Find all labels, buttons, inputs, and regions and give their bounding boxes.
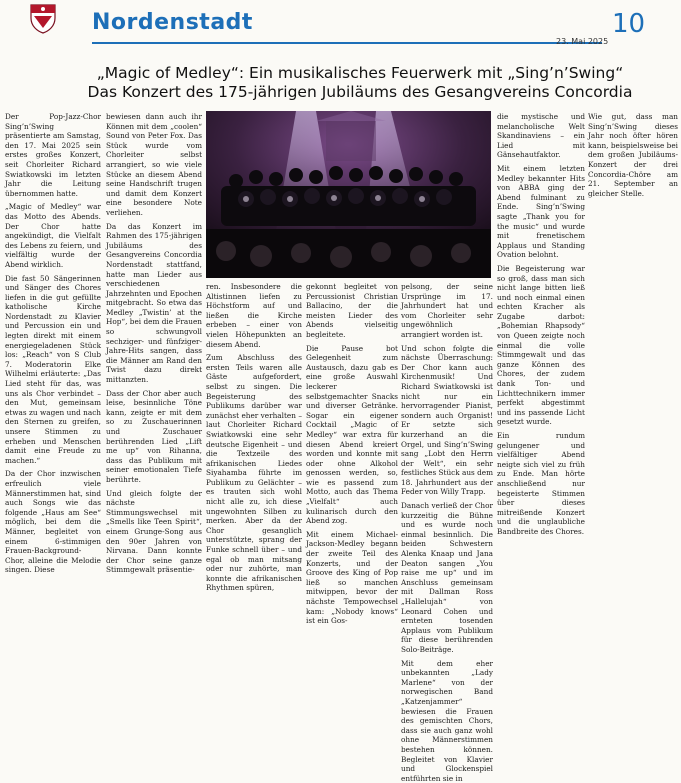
article-column-7 — [588, 112, 678, 430]
page-number: 10 — [612, 9, 646, 39]
paragraph: Wie gut, dass man Sing’n’Swing dieses Jahr noch öfter hören kann, beispielsweise bei dem großen Jubiläums-Konzert der drei Concordia-Chöre am 21. September an gleicher Stelle. — [588, 112, 678, 198]
article-column-1 — [5, 112, 101, 575]
coat-of-arms-icon — [30, 4, 56, 34]
headline-line-2: Das Konzert des 175-jährigen Jubiläums des Gesangvereins Concordia — [87, 83, 633, 101]
paragraph: Mit dem eher unbekannten „Lady Marlene“ von der norwegischen Band „Katzenjammer“ bewiesen die Frauen des gemischten Chors, dass sie auch ganz wohl ohne Männerstimmen bestehen können. Begleitet von Klavier und Glockenspiel entführten sie in — [401, 658, 493, 783]
article-column-2 — [106, 112, 202, 575]
article-column-5 — [401, 282, 494, 783]
section-rule — [92, 42, 602, 44]
paragraph: Der Pop-Jazz-Chor Sing’n’Swing präsentierte am Samstag, den 17. Mai 2025 sein erstes großes Konzert, seit Chorleiter Richard Swiatkowski im letzten Jahr die Leitung übernommen hatte. — [5, 112, 101, 198]
paragraph: Danach verließ der Chor kurzzeitig die Bühne und es wurde noch einmal besinnlich. Die beiden Schwestern Alenka Knaap und Jana Deaton sangen „You raise me up“ und im Anschluss gemeinsam mit Dallman Ross „Hallelujah“ von Leonard Cohen und ernteten tosenden Applaus vom Publikum für diese berührenden Solo-Beiträge. — [401, 501, 493, 654]
paragraph: „Magic of Medley“ war das Motto des Abends. Der Chor hatte angekündigt, die Vielfalt des Lebens zu feiern, und vielfältig wurde der Abend wirklich. — [5, 202, 101, 269]
paragraph: Da der Chor inzwischen erfreulich viele Männerstimmen hat, sind auch Songs wie das folgende „Haus am See“ möglich, bei dem die Männer, begleitet von einem 6-stimmigen Frauen-Background-Chor, alleine die Melodie singen. Diese — [5, 469, 101, 575]
paragraph: Und schon folgte die nächste Überraschung: Der Chor kann auch Kirchenmusik! Und Richard Swiatkowski ist nicht nur ein hervorragender Pianist, sondern auch Organist! Er setzte sich kurzerhand an die Orgel, und Sing’n’Swing sang „Lobt den Herrn der Welt“, ein sehr festliches Stück aus dem 18. Jahrhundert aus der Feder von Willy Trapp. — [401, 343, 494, 497]
paragraph: Die Pause bot Gelegenheit zum Austausch, dazu gab es eine große Auswahl leckerer selbstgemachter Snacks und diverser Getränke. Sogar ein eigener Cocktail „Magic of Medley“ war extra für diesen Abend kreiert worden und konnte mit oder ohne Alkohol genossen werden, so, wie es passend zum Motto, auch das Thema „Vielfalt“ auch kulinarisch durch den Abend zog. — [306, 343, 398, 526]
paragraph: Zum Abschluss des ersten Teils waren alle Gäste aufgefordert, selbst zu singen. Die Begeisterung des Publikums darüber war zunächst eher verhalten – laut Chorleiter Richard Swiatkowski eine sehr deutsche Eigenheit – und die Textzeile des afrikanischen Liedes Siyahamba führte im Publikum zu Gelächter – es trauten sich wohl nicht alle zu, ich diese ungewohnten Silben zu merken. Aber da der Chor gesanglich unterstützte, sprang der Funke schnell über – und egal ob man mitsang oder nur zuhörte, man konnte die afrikanischen Rhythmen spüren, — [206, 353, 302, 593]
paragraph: gekonnt begleitet von Percussionist Christian Ballacino, der die meisten Lieder des Abends vielseitig begleitete. — [306, 282, 398, 339]
choir-photo-icon — [206, 111, 491, 278]
section-title: Nordenstadt — [92, 10, 253, 35]
article-headline — [60, 64, 660, 102]
article-column-3 — [206, 282, 302, 593]
choir-concert-photo — [206, 111, 491, 278]
paragraph: die mystische und melancholische Welt Skandinaviens – ein Lied mit Gänsehautfaktor. — [497, 112, 585, 160]
article-column-6 — [497, 112, 585, 536]
paragraph: Mit einem letzten Medley bekannter Hits von ABBA ging der Abend fulminant zu Ende. Sing’n’Swing sagte „Thank you for the music“ und wurde mit frenetischem Applaus und Standing Ovation belohnt. — [497, 163, 585, 260]
article-column-4 — [306, 282, 398, 626]
paragraph: Dass der Chor aber auch leise, besinnliche Töne kann, zeigte er mit dem so zu Zuschauerinnen und Zuschauer berührenden Lied „Lift me up“ von Rihanna, dass das Publikum mit seiner emotionalen Tiefe berührte. — [106, 388, 202, 484]
paragraph: Die fast 50 Sängerinnen und Sänger des Chores liefen in die gut gefüllte katholische Kirche Nordenstadt zu Klavier und Percussion ein und legten direkt mit einem energiegeladenen Stück los: „Reach“ von S Club 7. Moderatorin Elke Wilhelmi erläuterte: „Das Lied steht für das, was uns als Chor verbindet – den Mut, gemeinsam etwas zu wagen und nach den Sternen zu greifen, unsere Stimmen zu erheben und Menschen damit eine Freude zu machen.“ — [5, 273, 101, 465]
headline-line-1: „Magic of Medley“: Ein musikalisches Feuerwerk mit „Sing’n’Swing“ — [96, 64, 624, 82]
paragraph: Die Begeisterung war so groß, dass man sich nicht lange bitten ließ und noch einmal einen echten Kracher als Zugabe darbot: „Bohemian Rhapsody“ von Queen zeigte noch einmal die volle Stimmgewalt und das ganze Können des Chores, der zudem dank Ton- und Lichttechnikern immer perfekt abgestimmt und ins passende Licht gesetzt wurde. — [497, 263, 585, 427]
paragraph: Mit einem Michael-Jackson-Medley begann der zweite Teil des Konzerts, und der Groove des King of Pop ließ so manchen mitwippen, bevor der nächste Tempowechsel kam: „Nobody knows“ ist ein Gos- — [306, 529, 398, 626]
paragraph: Und gleich folgte der nächste Stimmungswechsel mit „Smells like Teen Spirit“, einem Grunge-Song aus den 90er Jahren von Nirvana. Dann konnte der Chor seine ganze Stimmgewalt präsentie- — [106, 488, 202, 575]
paragraph: Da das Konzert im Rahmen des 175-jährigen Jubiläums des Gesangvereins Concordia Nordenstadt stattfand, hatte man Lieder aus verschiedenen Jahrzehnten und Epochen mitgebracht. So etwa das Medley „Twistin’ at the Hop“, bei dem die Frauen so schwungvoll sechziger- und fünfziger-Jahre-Hits sangen, dass die Männer am Rand den Twist dazu direkt mittanzten. — [106, 221, 202, 385]
paragraph: pelsong, der seine Ursprünge im 17. Jahrhundert hat und vom Chorleiter sehr ungewöhnlich arrangiert worden ist. — [401, 282, 493, 339]
paragraph: Ein rundum gelungener und vielfältiger Abend neigte sich viel zu früh zu Ende. Man hörte anschließend nur begeisterte Stimmen über dieses mitreißende Konzert und die unglaubliche Bandbreite des Chores. — [497, 431, 585, 536]
paragraph: bewiesen dann auch ihr Können mit dem „coolen“ Sound von Peter Fox. Das Stück wurde vom Chorleiter selbst arrangiert, so wie viele Stücke an diesem Abend seine Handschrift trugen und damit dem Konzert eine besondere Note verliehen. — [106, 112, 202, 217]
issue-date: 23. Mai 2025 — [556, 37, 609, 46]
paragraph: ren. Insbesondere die Altistinnen liefen zu Höchstform auf und ließen die Kirche erbeben – einer von vielen Höhepunkten an diesem Abend. — [206, 282, 302, 349]
masthead — [0, 0, 681, 55]
